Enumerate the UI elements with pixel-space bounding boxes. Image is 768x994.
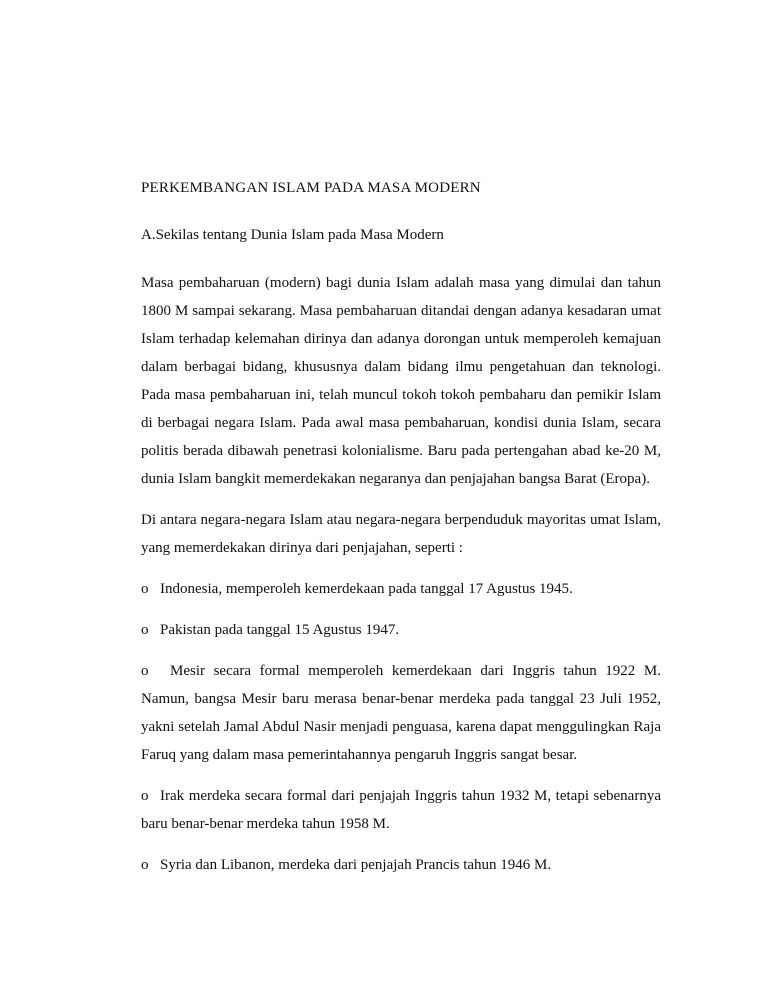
bullet-marker: o: [141, 581, 149, 597]
list-item-text: Syria dan Libanon, merdeka dari penjajah Prancis tahun 1946 M.: [160, 857, 552, 873]
paragraph-intro: Masa pembaharuan (modern) bagi dunia Islam adalah masa yang dimulai dan tahun 1800 M sampai sekarang. Masa pembaharuan ditandai dengan adanya kesadaran umat Islam terhadap kelemahan dirinya dan adanya dorongan untuk memperoleh kemajuan dalam berbagai bidang, khususnya dalam bidang ilmu pengetahuan dan teknologi. Pada masa pembaharuan ini, telah muncul tokoh tokoh pembaharu dan pemikir Islam di berbagai negara Islam. Pada awal masa pembaharuan, kondisi dunia Islam, secara politis berada dibawah penetrasi kolonialisme. Baru pada pertengahan abad ke-20 M, dunia Islam bangkit memerdekakan negaranya dan penjajahan bangsa Barat (Eropa).: [141, 275, 661, 487]
list-item-mesir: [141, 657, 661, 769]
document-title: PERKEMBANGAN ISLAM PADA MASA MODERN: [141, 180, 481, 196]
list-item-text: Pakistan pada tanggal 15 Agustus 1947.: [160, 622, 400, 638]
list-item-indonesia: [141, 575, 661, 603]
list-item-syria-libanon: [141, 851, 661, 879]
list-item-pakistan: [141, 616, 661, 644]
paragraph-countries-intro: Di antara negara-negara Islam atau negara-negara berpenduduk mayoritas umat Islam, yang memerdekakan dirinya dari penjajahan, seperti :: [141, 512, 661, 556]
list-item-text: Irak merdeka secara formal dari penjajah Inggris tahun 1932 M, tetapi sebenarnya baru benar-benar merdeka tahun 1958 M.: [141, 788, 661, 832]
bullet-marker: o: [141, 788, 149, 804]
list-item-text: Indonesia, memperoleh kemerdekaan pada tanggal 17 Agustus 1945.: [160, 581, 573, 597]
bullet-marker: o: [141, 663, 149, 679]
section-heading: A.Sekilas tentang Dunia Islam pada Masa Modern: [141, 227, 444, 243]
document-body: [141, 176, 661, 892]
bullet-marker: o: [141, 857, 149, 873]
bullet-marker: o: [141, 622, 149, 638]
list-item-text: Mesir secara formal memperoleh kemerdekaan dari Inggris tahun 1922 M. Namun, bangsa Mesir baru merasa benar-benar merdeka pada tanggal 23 Juli 1952, yakni setelah Jamal Abdul Nasir menjadi penguasa, karena dapat menggulingkan Raja Faruq yang dalam masa pemerintahannya pengaruh Inggris sangat besar.: [141, 663, 661, 763]
list-item-irak: [141, 782, 661, 838]
